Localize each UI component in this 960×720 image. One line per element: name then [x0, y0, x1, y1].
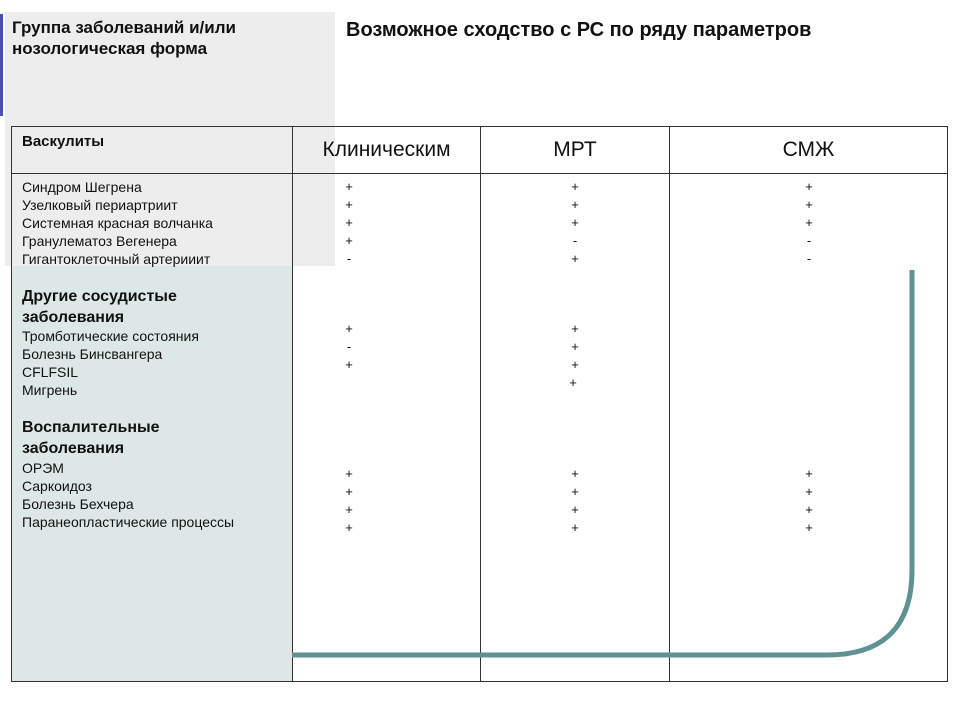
- list-item: Паранеопластические процессы: [22, 514, 235, 530]
- slide-title: Возможное сходство с РС по ряду параметров: [346, 19, 812, 41]
- group-heading: Группа заболеваний и/или нозологическая форма: [12, 18, 236, 58]
- mark: +: [571, 197, 579, 212]
- mark: +: [571, 179, 579, 194]
- section-title-vascular: Другие сосудистые заболевания: [22, 288, 177, 326]
- mark: +: [805, 179, 813, 194]
- mark: +: [805, 502, 813, 517]
- list-item: Саркоидоз: [22, 478, 92, 494]
- mark: +: [345, 502, 353, 517]
- mark: +: [805, 484, 813, 499]
- mark: -: [806, 233, 812, 248]
- mark: +: [345, 215, 353, 230]
- mark: +: [571, 357, 579, 372]
- list-item: Узелковый периартриит: [22, 197, 178, 213]
- header-csf: СМЖ: [782, 138, 835, 161]
- list-item: Болезнь Бинсвангера: [22, 346, 163, 362]
- mark: +: [805, 466, 813, 481]
- mark: +: [571, 484, 579, 499]
- mark: -: [346, 251, 352, 266]
- list-item: Тромботические состояния: [22, 328, 199, 344]
- list-item: Гигантоклеточный артерииит: [22, 251, 211, 267]
- list-item: Синдром Шегрена: [22, 179, 142, 195]
- mark: +: [805, 520, 813, 535]
- header-clinical: Клиническим: [322, 138, 451, 161]
- mark: +: [571, 502, 579, 517]
- list-item: Гранулематоз Вегенера: [22, 233, 177, 249]
- mark: +: [571, 520, 579, 535]
- list-item: ОРЭМ: [22, 460, 64, 476]
- mark: +: [571, 251, 579, 266]
- list-item: Системная красная волчанка: [22, 215, 213, 231]
- teal-curve: [292, 270, 912, 655]
- mark: +: [345, 197, 353, 212]
- mark: -: [346, 339, 352, 354]
- list-item: Болезнь Бехчера: [22, 496, 134, 512]
- mark: +: [345, 357, 353, 372]
- mark: +: [569, 375, 577, 390]
- mark: +: [805, 197, 813, 212]
- mark: -: [806, 251, 812, 266]
- list-item: CFLFSIL: [22, 364, 79, 380]
- mark: +: [345, 179, 353, 194]
- mark: +: [571, 339, 579, 354]
- list-item: Мигрень: [22, 382, 78, 398]
- mark: +: [805, 215, 813, 230]
- mark: +: [345, 484, 353, 499]
- mark: +: [345, 466, 353, 481]
- mark: +: [345, 321, 353, 336]
- section-title-inflammatory: Воспалительные заболевания: [22, 419, 160, 457]
- mark: +: [345, 233, 353, 248]
- header-vasculitis: Васкулиты: [22, 133, 105, 150]
- mark: +: [571, 466, 579, 481]
- mark: -: [572, 233, 578, 248]
- header-mri: МРТ: [553, 138, 597, 161]
- mark: +: [571, 215, 579, 230]
- mark: +: [345, 520, 353, 535]
- mark: +: [571, 321, 579, 336]
